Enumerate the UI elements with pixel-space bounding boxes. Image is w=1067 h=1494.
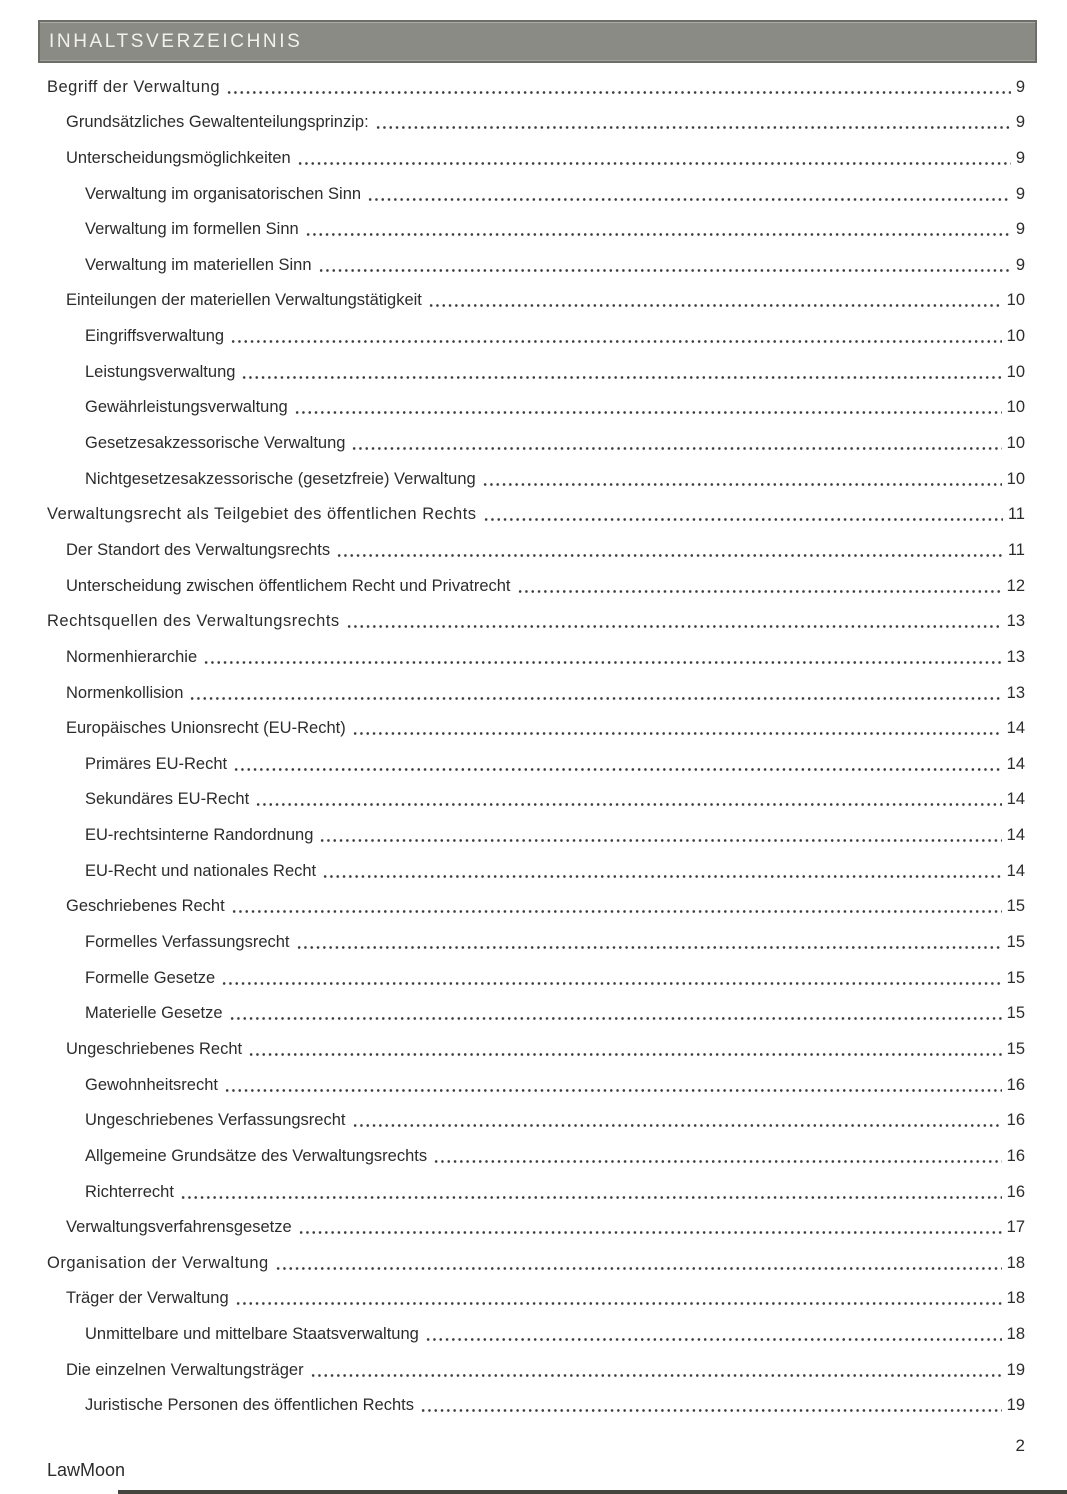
toc-entry[interactable] <box>47 1387 1025 1423</box>
toc-entry[interactable] <box>47 1209 1025 1245</box>
toc-entry[interactable] <box>47 674 1025 710</box>
toc-entry[interactable] <box>47 1137 1025 1173</box>
toc-list <box>47 68 1025 1422</box>
toc-dot-leader <box>352 731 1002 736</box>
toc-dot-leader <box>241 375 1001 380</box>
toc-entry-label: Begriff der Verwaltung <box>47 77 221 96</box>
toc-entry[interactable] <box>47 1102 1025 1138</box>
toc-entry[interactable] <box>47 1244 1025 1280</box>
toc-entry-page-number: 15 <box>1006 897 1025 916</box>
toc-entry-label: Verwaltung im organisatorischen Sinn <box>85 184 362 203</box>
toc-dot-leader <box>319 838 1001 843</box>
next-page-partial-bar <box>118 1490 1067 1494</box>
toc-entry-page-number: 14 <box>1006 826 1025 845</box>
toc-entry[interactable] <box>47 959 1025 995</box>
toc-entry-page-number: 9 <box>1015 255 1025 274</box>
toc-entry-label: Nichtgesetzesakzessorische (gesetzfreie) Verwaltung <box>85 469 476 488</box>
toc-dot-leader <box>367 197 1011 202</box>
toc-entry[interactable] <box>47 995 1025 1031</box>
toc-dot-leader <box>255 802 1001 807</box>
toc-dot-leader <box>224 1088 1002 1093</box>
toc-dot-leader <box>375 125 1011 130</box>
toc-entry-page-number: 16 <box>1006 1146 1025 1165</box>
toc-entry[interactable] <box>47 745 1025 781</box>
toc-header-title: INHALTSVERZEICHNIS <box>49 30 303 52</box>
toc-entry-label: Eingriffsverwaltung <box>85 327 225 346</box>
toc-entry[interactable] <box>47 567 1025 603</box>
toc-dot-leader <box>229 1016 1002 1021</box>
toc-dot-leader <box>483 517 1003 522</box>
toc-entry[interactable] <box>47 1066 1025 1102</box>
toc-entry-page-number: 9 <box>1015 77 1025 96</box>
toc-entry[interactable] <box>47 496 1025 532</box>
toc-dot-leader <box>226 90 1011 95</box>
toc-dot-leader <box>235 1301 1002 1306</box>
toc-entry-page-number: 18 <box>1006 1253 1025 1272</box>
toc-entry-page-number: 9 <box>1015 148 1025 167</box>
toc-entry[interactable] <box>47 1351 1025 1387</box>
toc-entry-page-number: 13 <box>1006 612 1025 631</box>
toc-dot-leader <box>294 410 1002 415</box>
toc-entry-label: Juristische Personen des öffentlichen Rechts <box>85 1396 414 1415</box>
toc-dot-leader <box>318 268 1011 273</box>
toc-entry-page-number: 16 <box>1006 1111 1025 1130</box>
toc-entry[interactable] <box>47 389 1025 425</box>
toc-entry-page-number: 11 <box>1007 540 1025 559</box>
toc-entry[interactable] <box>47 460 1025 496</box>
toc-dot-leader <box>336 553 1003 558</box>
toc-entry-page-number: 14 <box>1006 719 1025 738</box>
toc-entry-label: Formelles Verfassungsrecht <box>85 933 290 952</box>
toc-entry-label: Träger der Verwaltung <box>66 1289 229 1308</box>
toc-entry[interactable] <box>47 816 1025 852</box>
toc-dot-leader <box>351 446 1001 451</box>
toc-entry-page-number: 10 <box>1006 434 1025 453</box>
toc-entry-page-number: 10 <box>1006 291 1025 310</box>
toc-dot-leader <box>189 696 1001 701</box>
toc-header-bar <box>38 20 1037 63</box>
toc-entry-label: Gesetzesakzessorische Verwaltung <box>85 434 346 453</box>
toc-dot-leader <box>433 1159 1002 1164</box>
toc-entry-page-number: 18 <box>1006 1289 1025 1308</box>
toc-entry-label: Die einzelnen Verwaltungsträger <box>66 1360 304 1379</box>
toc-dot-leader <box>275 1266 1002 1271</box>
toc-entry-label: Normenhierarchie <box>66 647 198 666</box>
toc-entry[interactable] <box>47 888 1025 924</box>
toc-dot-leader <box>322 874 1002 879</box>
toc-entry[interactable] <box>47 317 1025 353</box>
footer-brand: LawMoon <box>47 1460 126 1480</box>
toc-entry-page-number: 19 <box>1006 1360 1025 1379</box>
toc-entry-page-number: 18 <box>1006 1325 1025 1344</box>
toc-entry[interactable] <box>47 246 1025 282</box>
toc-dot-leader <box>296 945 1002 950</box>
toc-entry-label: Europäisches Unionsrecht (EU-Recht) <box>66 719 346 738</box>
toc-entry-label: Geschriebenes Recht <box>66 897 225 916</box>
toc-entry-label: Ungeschriebenes Recht <box>66 1039 243 1058</box>
toc-entry[interactable] <box>47 852 1025 888</box>
toc-entry-page-number: 10 <box>1006 469 1025 488</box>
toc-entry-page-number: 15 <box>1006 933 1025 952</box>
toc-entry[interactable] <box>47 353 1025 389</box>
toc-dot-leader <box>420 1408 1002 1413</box>
toc-entry-label: Verwaltung im materiellen Sinn <box>85 255 312 274</box>
toc-entry-label: Richterrecht <box>85 1182 174 1201</box>
toc-entry-label: EU-rechtsinterne Randordnung <box>85 826 314 845</box>
toc-dot-leader <box>221 981 1001 986</box>
toc-entry-label: Primäres EU-Recht <box>85 754 228 773</box>
toc-entry-page-number: 14 <box>1006 861 1025 880</box>
toc-entry-page-number: 15 <box>1006 968 1025 987</box>
toc-entry-page-number: 10 <box>1006 327 1025 346</box>
toc-entry-label: Gewährleistungsverwaltung <box>85 398 288 417</box>
toc-entry-page-number: 14 <box>1006 790 1025 809</box>
toc-entry-page-number: 19 <box>1006 1396 1025 1415</box>
toc-entry-label: Verwaltungsrecht als Teilgebiet des öffentlichen Rechts <box>47 505 477 524</box>
toc-entry[interactable] <box>47 781 1025 817</box>
toc-dot-leader <box>233 767 1002 772</box>
toc-entry[interactable] <box>47 638 1025 674</box>
toc-entry-label: Rechtsquellen des Verwaltungsrechts <box>47 612 340 631</box>
toc-entry-page-number: 9 <box>1015 220 1025 239</box>
toc-dot-leader <box>248 1052 1002 1057</box>
toc-entry-page-number: 9 <box>1015 113 1025 132</box>
toc-entry-page-number: 13 <box>1006 683 1025 702</box>
toc-entry-label: Ungeschriebenes Verfassungsrecht <box>85 1111 346 1130</box>
toc-entry[interactable] <box>47 139 1025 175</box>
toc-entry-label: Leistungsverwaltung <box>85 362 236 381</box>
toc-entry[interactable] <box>47 1173 1025 1209</box>
toc-entry-label: Grundsätzliches Gewaltenteilungsprinzip: <box>66 113 369 132</box>
toc-entry-label: Einteilungen der materiellen Verwaltungstätigkeit <box>66 291 422 310</box>
toc-entry[interactable] <box>47 211 1025 247</box>
toc-entry[interactable] <box>47 710 1025 746</box>
toc-dot-leader <box>180 1195 1002 1200</box>
toc-entry-page-number: 15 <box>1006 1039 1025 1058</box>
toc-entry-label: Unmittelbare und mittelbare Staatsverwaltung <box>85 1325 419 1344</box>
toc-dot-leader <box>352 1123 1002 1128</box>
toc-dot-leader <box>298 1230 1002 1235</box>
toc-entry-label: Unterscheidungsmöglichkeiten <box>66 148 291 167</box>
toc-entry-page-number: 11 <box>1007 505 1025 524</box>
toc-entry[interactable] <box>47 923 1025 959</box>
toc-entry-label: Der Standort des Verwaltungsrechts <box>66 540 331 559</box>
toc-entry-page-number: 15 <box>1006 1004 1025 1023</box>
toc-entry[interactable] <box>47 68 1025 104</box>
toc-entry-label: EU-Recht und nationales Recht <box>85 861 317 880</box>
toc-dot-leader <box>346 624 1002 629</box>
toc-entry-label: Sekundäres EU-Recht <box>85 790 250 809</box>
toc-entry-page-number: 13 <box>1006 647 1025 666</box>
footer-page-number: 2 <box>1015 1436 1025 1455</box>
toc-entry[interactable] <box>47 282 1025 318</box>
toc-entry[interactable] <box>47 1030 1025 1066</box>
toc-dot-leader <box>297 161 1011 166</box>
toc-entry[interactable] <box>47 424 1025 460</box>
toc-entry-page-number: 16 <box>1006 1075 1025 1094</box>
toc-entry-page-number: 10 <box>1006 362 1025 381</box>
toc-entry-label: Unterscheidung zwischen öffentlichem Recht und Privatrecht <box>66 576 511 595</box>
toc-dot-leader <box>231 909 1002 914</box>
toc-entry[interactable] <box>47 104 1025 140</box>
toc-entry[interactable] <box>47 603 1025 639</box>
toc-entry-page-number: 16 <box>1006 1182 1025 1201</box>
toc-dot-leader <box>425 1337 1002 1342</box>
toc-entry-label: Verwaltungsverfahrensgesetze <box>66 1218 292 1237</box>
toc-entry[interactable] <box>47 1280 1025 1316</box>
toc-dot-leader <box>305 232 1011 237</box>
toc-entry-label: Normenkollision <box>66 683 184 702</box>
toc-entry-label: Formelle Gesetze <box>85 968 216 987</box>
toc-dot-leader <box>203 660 1002 665</box>
toc-entry[interactable] <box>47 1315 1025 1351</box>
toc-entry-label: Organisation der Verwaltung <box>47 1253 269 1272</box>
toc-entry-page-number: 14 <box>1006 754 1025 773</box>
toc-entry[interactable] <box>47 531 1025 567</box>
toc-dot-leader <box>310 1373 1002 1378</box>
toc-entry-page-number: 17 <box>1006 1218 1025 1237</box>
toc-entry-page-number: 10 <box>1006 398 1025 417</box>
toc-entry-label: Verwaltung im formellen Sinn <box>85 220 299 239</box>
toc-entry-label: Gewohnheitsrecht <box>85 1075 218 1094</box>
toc-entry-label: Allgemeine Grundsätze des Verwaltungsrechts <box>85 1146 428 1165</box>
toc-entry[interactable] <box>47 175 1025 211</box>
toc-entry-label: Materielle Gesetze <box>85 1004 223 1023</box>
toc-entry-page-number: 12 <box>1006 576 1025 595</box>
toc-dot-leader <box>517 589 1002 594</box>
toc-dot-leader <box>428 303 1002 308</box>
toc-dot-leader <box>230 339 1002 344</box>
toc-entry-page-number: 9 <box>1015 184 1025 203</box>
toc-dot-leader <box>482 482 1002 487</box>
